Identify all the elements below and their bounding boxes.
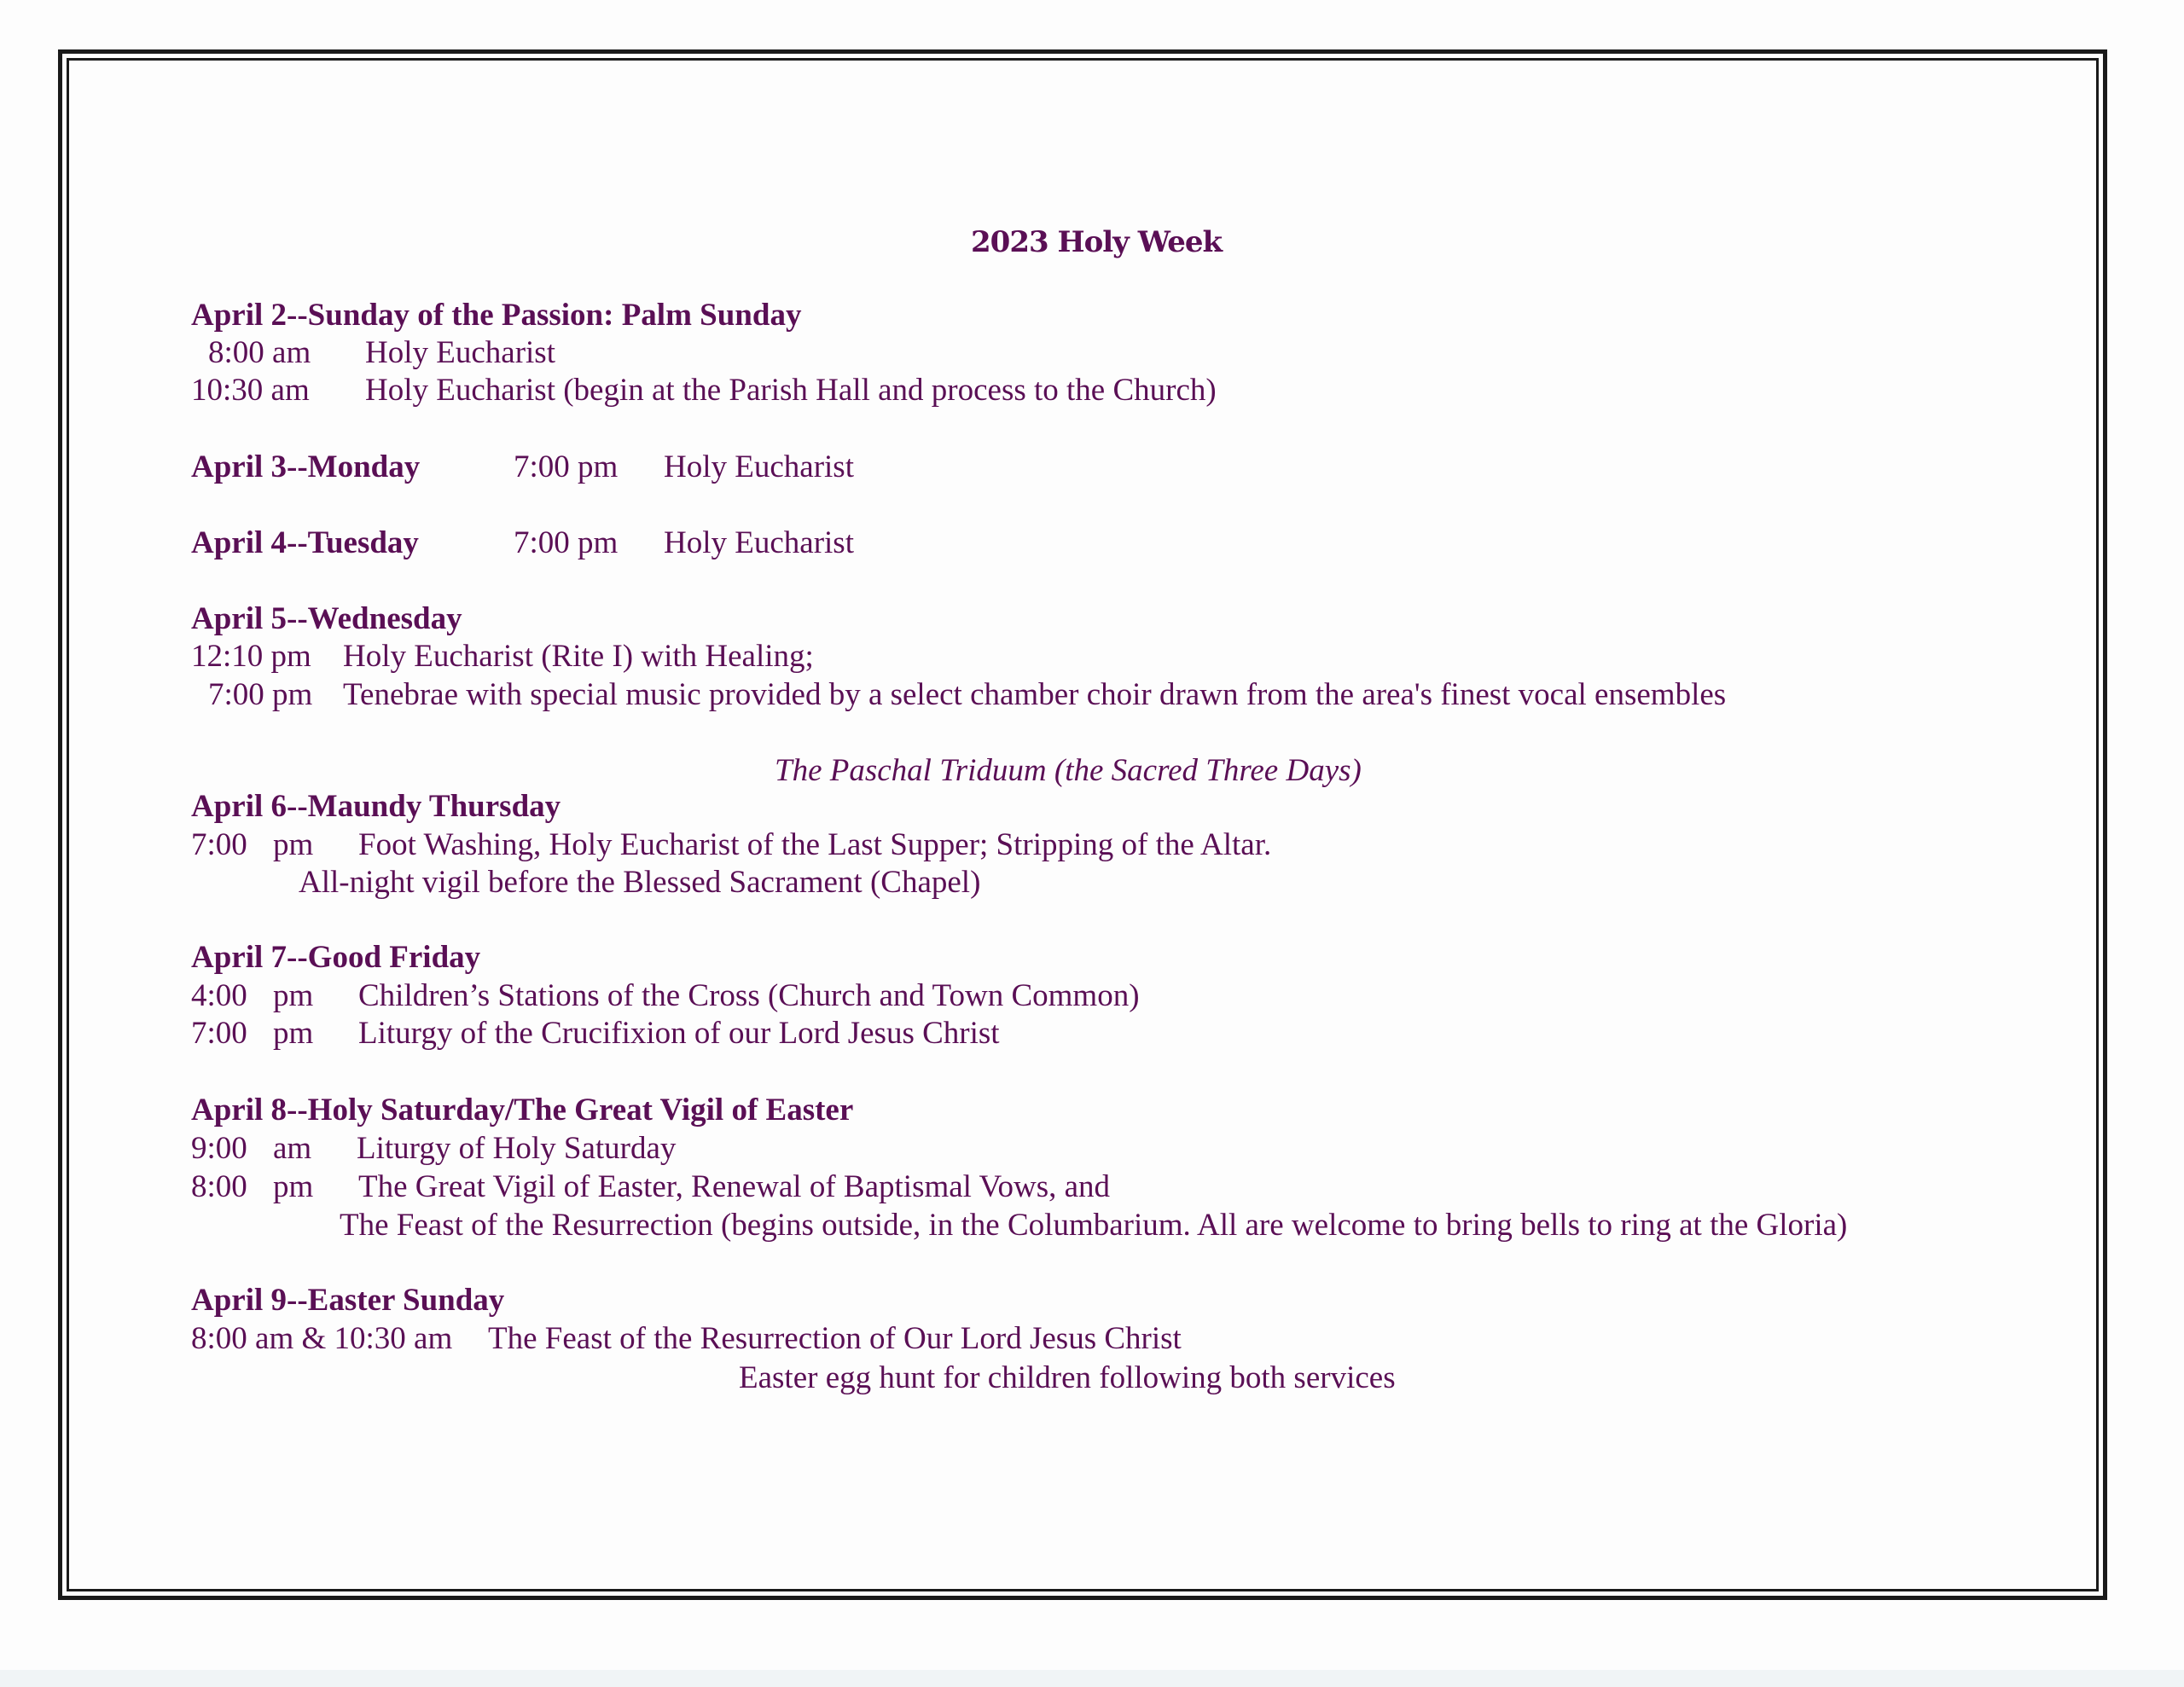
service-time: 9:00	[191, 1131, 247, 1166]
service-ampm: pm	[273, 1016, 314, 1051]
triduum-subheading: The Paschal Triduum (the Sacred Three Days)	[775, 753, 1362, 788]
service-time: 7:00 pm	[514, 449, 619, 484]
service-description: Tenebrae with special music provided by a select chamber choir drawn from the area's finest vocal ensembles	[343, 677, 1727, 712]
service-time: 8:00	[191, 1169, 247, 1204]
day-heading-tuesday: April 4--Tuesday	[191, 525, 419, 560]
service-ampm: pm	[273, 978, 314, 1013]
day-heading-palm-sunday: April 2--Sunday of the Passion: Palm Sunday	[191, 298, 802, 333]
service-time: 10:30 am	[191, 373, 310, 408]
service-time: 8:00 am	[208, 335, 311, 370]
service-ampm: pm	[273, 1169, 314, 1204]
service-time: 8:00 am & 10:30 am	[191, 1321, 453, 1356]
service-description: Holy Eucharist	[664, 525, 854, 560]
service-description: Liturgy of the Crucifixion of our Lord Jesus Christ	[358, 1016, 1000, 1051]
service-time: 7:00 pm	[514, 525, 619, 560]
service-time: 7:00	[191, 827, 247, 862]
service-ampm: pm	[273, 827, 314, 862]
service-description: Holy Eucharist	[664, 449, 854, 484]
service-description: Holy Eucharist (begin at the Parish Hall and process to the Church)	[365, 373, 1217, 408]
day-heading-monday: April 3--Monday	[191, 449, 421, 484]
service-time: 7:00	[191, 1016, 247, 1051]
service-continuation: Easter egg hunt for children following both services	[739, 1360, 1396, 1395]
service-time: 12:10 pm	[191, 639, 311, 674]
service-time: 4:00	[191, 978, 247, 1013]
service-description: Liturgy of Holy Saturday	[357, 1131, 677, 1166]
day-heading-good-friday: April 7--Good Friday	[191, 940, 481, 975]
service-description: The Great Vigil of Easter, Renewal of Baptismal Vows, and	[358, 1169, 1111, 1204]
service-continuation: The Feast of the Resurrection (begins outside, in the Columbarium. All are welcome to bring bells to ring at the Gloria)	[340, 1208, 1848, 1243]
service-ampm: am	[273, 1131, 312, 1166]
day-heading-maundy-thursday: April 6--Maundy Thursday	[191, 789, 561, 824]
service-time: 7:00 pm	[208, 677, 313, 712]
service-description: Holy Eucharist	[365, 335, 555, 370]
day-heading-wednesday: April 5--Wednesday	[191, 601, 462, 636]
service-description: The Feast of the Resurrection of Our Lord Jesus Christ	[488, 1321, 1182, 1356]
scan-edge	[0, 1670, 2184, 1687]
service-description: Foot Washing, Holy Eucharist of the Last Supper; Stripping of the Altar.	[358, 827, 1272, 862]
service-continuation: All-night vigil before the Blessed Sacrament (Chapel)	[299, 865, 981, 900]
service-description: Holy Eucharist (Rite I) with Healing;	[343, 639, 814, 674]
day-heading-easter-sunday: April 9--Easter Sunday	[191, 1283, 505, 1318]
page-title: 2023 Holy Week	[971, 225, 1223, 259]
service-description: Children’s Stations of the Cross (Church and Town Common)	[358, 978, 1140, 1013]
day-heading-holy-saturday: April 8--Holy Saturday/The Great Vigil of Easter	[191, 1093, 854, 1128]
